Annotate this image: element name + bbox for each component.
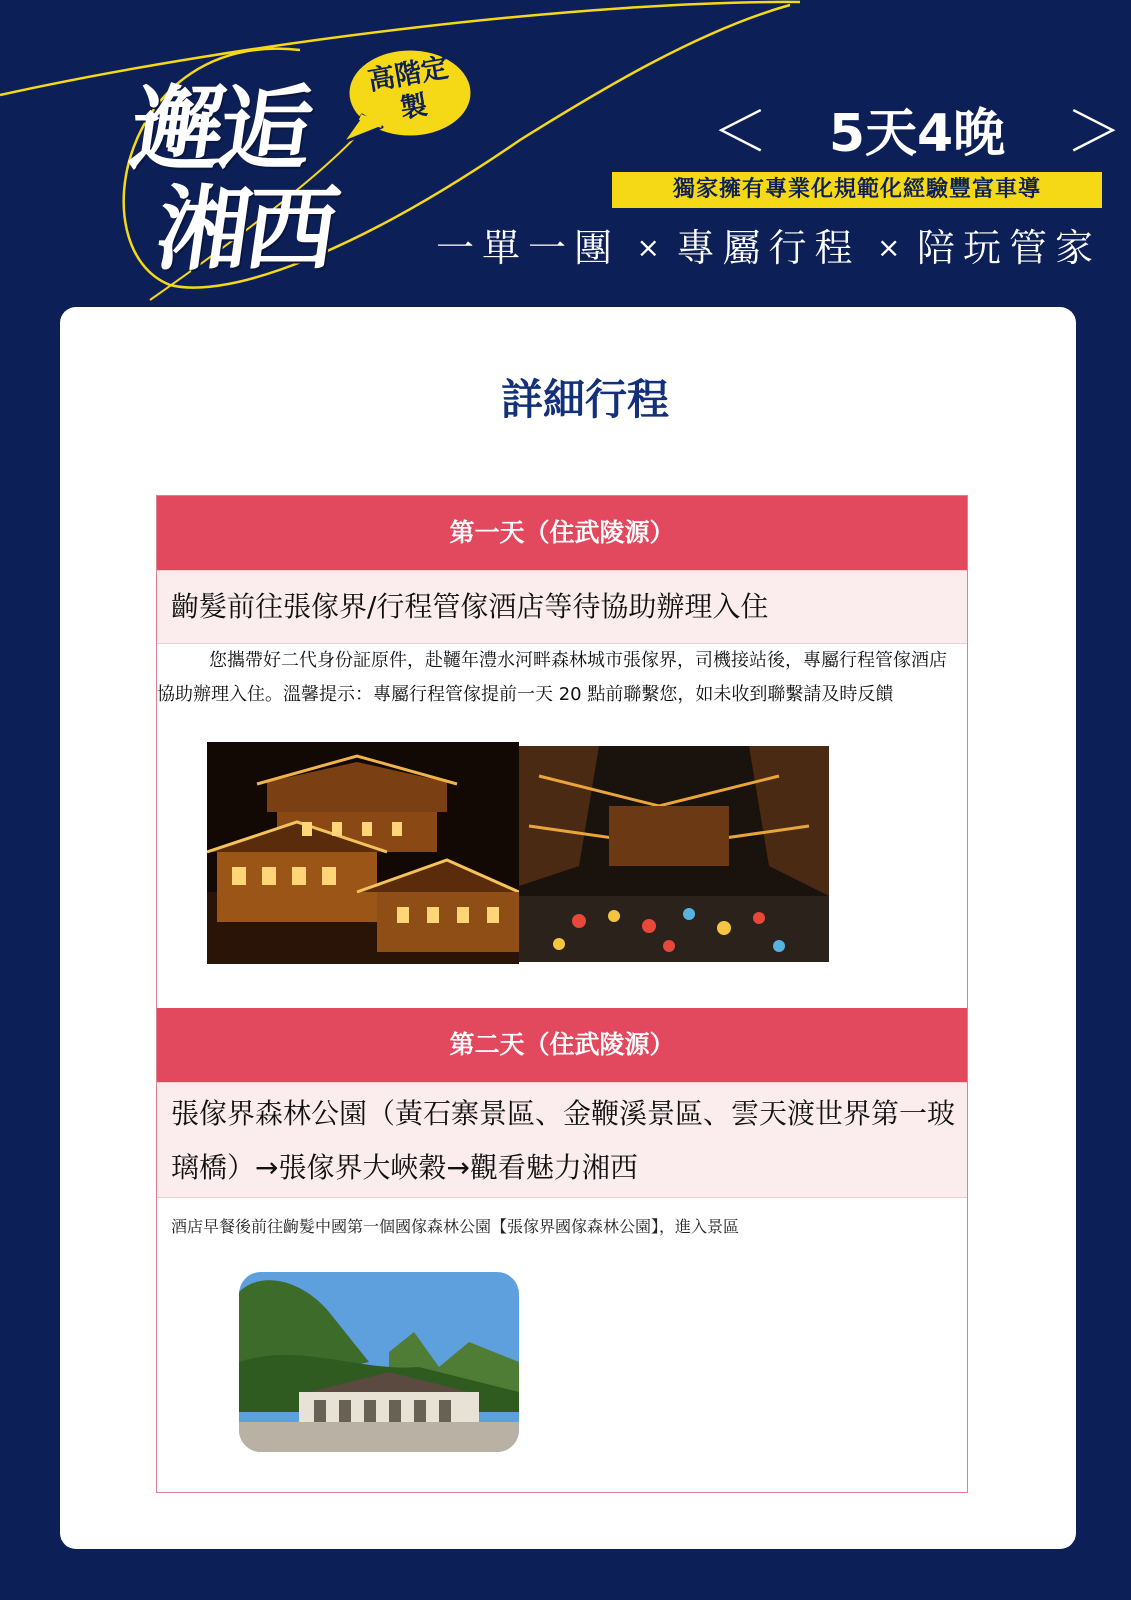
banner-bar: 獨家擁有專業化規範化經驗豐富車導 [612, 172, 1102, 208]
itinerary-card [60, 307, 1076, 1549]
day-2-route: 張傢界森林公園（黃石寨景區、金鞭溪景區、雲天渡世界第一玻璃橋）→張傢界大峽穀→觀看魅力湘西 [157, 1082, 967, 1198]
hero-title-line-1: 邂逅 [124, 76, 316, 183]
itinerary-table [156, 495, 968, 1493]
day-1-route: 齣髮前往張傢界/行程管傢酒店等待協助辦理入住 [157, 570, 967, 644]
day-2-heading: 第二天（住武陵源） [157, 1008, 967, 1082]
duration-text: 5天4晚 [828, 103, 1006, 164]
duration-label [712, 88, 1122, 168]
tagline [436, 222, 1101, 274]
tagline-item: 一單一團 [436, 226, 621, 270]
night-town-photo [207, 742, 519, 964]
left-bracket: ＜ [712, 100, 768, 165]
hero-title-line-2: 湘西 [150, 176, 342, 283]
tagline-item: 陪玩管家 [916, 226, 1101, 270]
tagline-item: 專屬行程 [676, 226, 861, 270]
tagline-separator: × [877, 231, 901, 264]
day-2-description: 酒店早餐後前往齣髮中國第一個國傢森林公園【張傢界國傢森林公園】，進入景區 [171, 1217, 740, 1236]
badge-text: 高階定製 [365, 52, 451, 125]
day-1-heading: 第一天（住武陵源） [157, 496, 967, 570]
right-bracket: ＞ [1066, 100, 1122, 165]
section-title: 詳細行程 [500, 375, 669, 424]
forest-park-gate-photo [239, 1272, 519, 1452]
lantern-street-photo [519, 746, 829, 962]
tagline-separator: × [636, 231, 660, 264]
header [0, 0, 1131, 305]
day-1-description: 您攜帶好二代身份証原件，赴韆年澧水河畔森林城市張傢界，司機接站後，專屬行程管傢酒店協助辦理入住。溫馨提示：專屬行程管傢提前一天 20 點前聯繫您，如未收到聯繫請及時反饋 [157, 650, 947, 705]
